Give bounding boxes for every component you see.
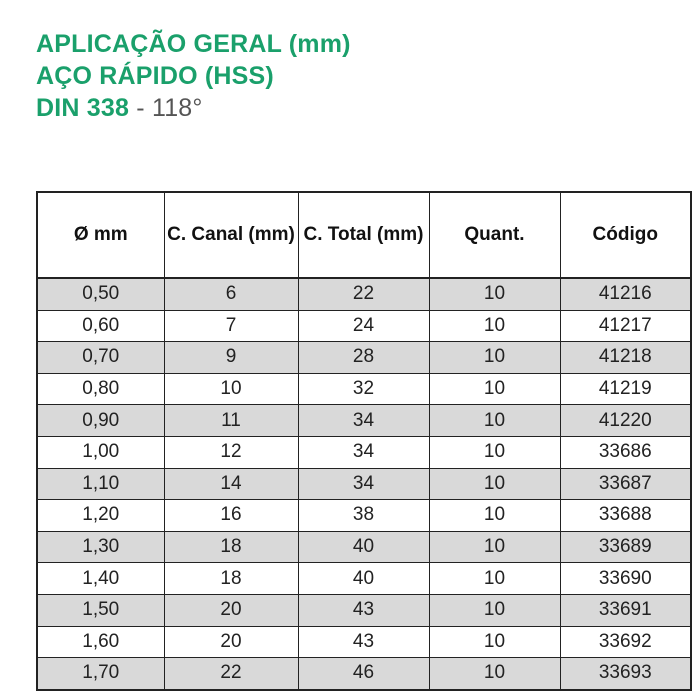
cell-quantity: 10 — [429, 594, 560, 626]
cell-flute-length: 18 — [164, 563, 298, 595]
cell-code: 33691 — [560, 594, 691, 626]
cell-code: 41220 — [560, 405, 691, 437]
cell-flute-length: 16 — [164, 500, 298, 532]
point-angle: - 118° — [129, 94, 203, 122]
table-row — [37, 594, 691, 626]
cell-code: 41218 — [560, 342, 691, 374]
header-quantity: Quant. — [429, 192, 560, 278]
cell-total-length: 34 — [298, 405, 429, 437]
cell-diameter: 1,40 — [37, 563, 164, 595]
table-row — [37, 310, 691, 342]
cell-total-length: 34 — [298, 436, 429, 468]
cell-quantity: 10 — [429, 531, 560, 563]
cell-code: 33688 — [560, 500, 691, 532]
cell-code: 41217 — [560, 310, 691, 342]
table-row — [37, 278, 691, 310]
cell-diameter: 1,70 — [37, 658, 164, 690]
cell-flute-length: 20 — [164, 626, 298, 658]
cell-total-length: 32 — [298, 373, 429, 405]
cell-diameter: 0,80 — [37, 373, 164, 405]
cell-code: 33686 — [560, 436, 691, 468]
table-row — [37, 626, 691, 658]
title-line-material: AÇO RÁPIDO (HSS) — [36, 62, 274, 90]
cell-flute-length: 7 — [164, 310, 298, 342]
table-row — [37, 405, 691, 437]
cell-quantity: 10 — [429, 468, 560, 500]
cell-total-length: 24 — [298, 310, 429, 342]
cell-flute-length: 18 — [164, 531, 298, 563]
cell-code: 33689 — [560, 531, 691, 563]
cell-total-length: 22 — [298, 278, 429, 310]
table-row — [37, 658, 691, 690]
cell-diameter: 1,20 — [37, 500, 164, 532]
cell-total-length: 46 — [298, 658, 429, 690]
cell-flute-length: 12 — [164, 436, 298, 468]
cell-flute-length: 11 — [164, 405, 298, 437]
cell-quantity: 10 — [429, 405, 560, 437]
standard-label: DIN 338 — [36, 94, 130, 122]
cell-diameter: 0,50 — [37, 278, 164, 310]
cell-quantity: 10 — [429, 373, 560, 405]
header-code: Código — [560, 192, 691, 278]
title-line-application: APLICAÇÃO GERAL (mm) — [36, 30, 351, 58]
cell-diameter: 0,70 — [37, 342, 164, 374]
cell-diameter: 1,10 — [37, 468, 164, 500]
cell-quantity: 10 — [429, 342, 560, 374]
table-row — [37, 563, 691, 595]
cell-code: 33692 — [560, 626, 691, 658]
cell-total-length: 40 — [298, 563, 429, 595]
cell-diameter: 0,90 — [37, 405, 164, 437]
header-diameter: Ø mm — [37, 192, 164, 278]
table-row — [37, 436, 691, 468]
cell-code: 33693 — [560, 658, 691, 690]
header-total-length: C. Total (mm) — [298, 192, 429, 278]
title-line-standard — [36, 92, 351, 124]
table-row — [37, 342, 691, 374]
cell-total-length: 43 — [298, 594, 429, 626]
table-body — [37, 278, 691, 690]
cell-total-length: 34 — [298, 468, 429, 500]
cell-code: 41216 — [560, 278, 691, 310]
header-flute-length: C. Canal (mm) — [164, 192, 298, 278]
cell-diameter: 1,60 — [37, 626, 164, 658]
cell-quantity: 10 — [429, 626, 560, 658]
cell-code: 41219 — [560, 373, 691, 405]
spec-table — [36, 191, 692, 691]
table-row — [37, 500, 691, 532]
cell-diameter: 1,50 — [37, 594, 164, 626]
cell-code: 33687 — [560, 468, 691, 500]
cell-flute-length: 10 — [164, 373, 298, 405]
cell-total-length: 38 — [298, 500, 429, 532]
title-block — [36, 28, 351, 124]
cell-quantity: 10 — [429, 278, 560, 310]
cell-flute-length: 20 — [164, 594, 298, 626]
cell-flute-length: 6 — [164, 278, 298, 310]
cell-total-length: 43 — [298, 626, 429, 658]
cell-diameter: 1,00 — [37, 436, 164, 468]
table-row — [37, 373, 691, 405]
cell-total-length: 28 — [298, 342, 429, 374]
cell-flute-length: 22 — [164, 658, 298, 690]
cell-quantity: 10 — [429, 436, 560, 468]
cell-diameter: 0,60 — [37, 310, 164, 342]
cell-quantity: 10 — [429, 563, 560, 595]
cell-diameter: 1,30 — [37, 531, 164, 563]
cell-total-length: 40 — [298, 531, 429, 563]
cell-flute-length: 14 — [164, 468, 298, 500]
cell-quantity: 10 — [429, 500, 560, 532]
cell-quantity: 10 — [429, 310, 560, 342]
table-header-row — [37, 192, 691, 278]
cell-flute-length: 9 — [164, 342, 298, 374]
cell-code: 33690 — [560, 563, 691, 595]
table-row — [37, 531, 691, 563]
cell-quantity: 10 — [429, 658, 560, 690]
table-row — [37, 468, 691, 500]
